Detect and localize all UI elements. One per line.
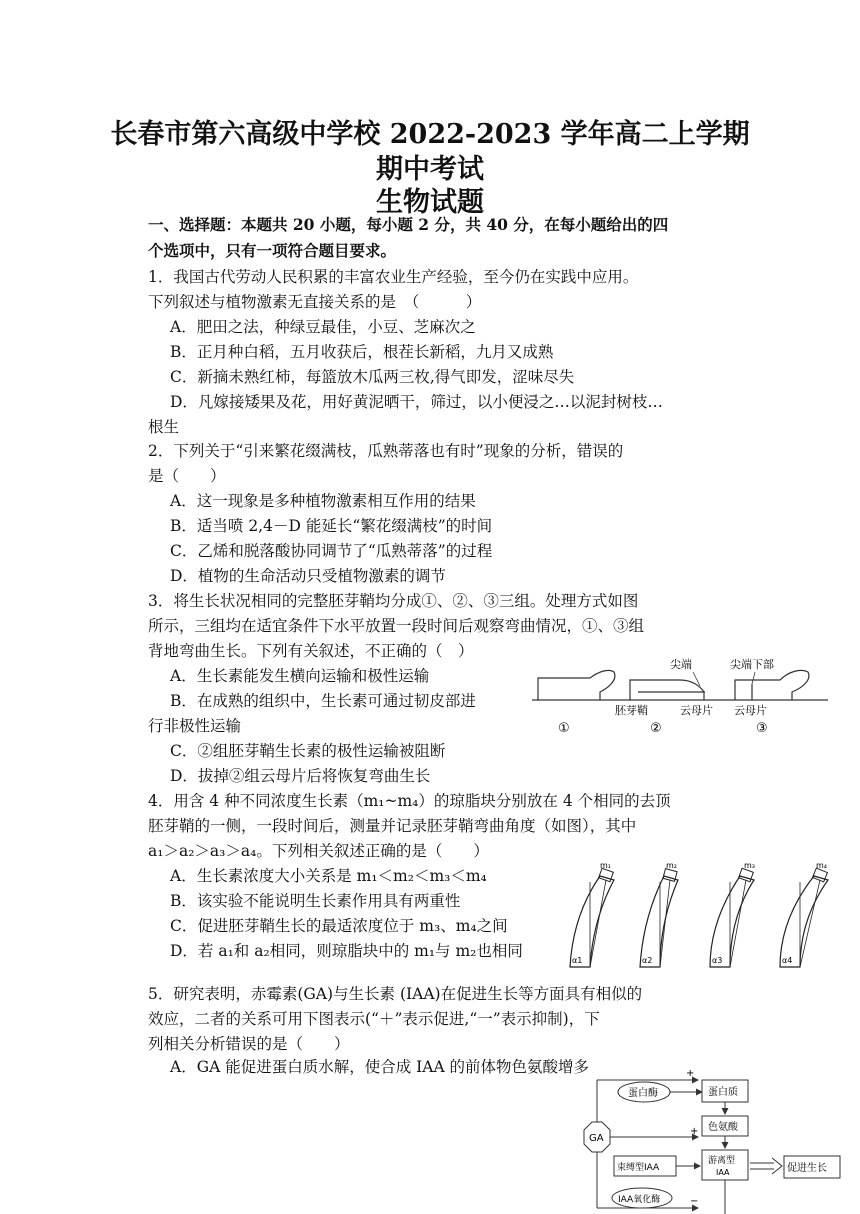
section-header-line-1: 一、选择题：本题共 20 小题，每小题 2 分，共 40 分，在每小题给出的四 (148, 215, 669, 234)
coleoptile-2 (630, 680, 704, 700)
m1-label: m₁ (600, 862, 611, 870)
q5-stem-1: 5．研究表明，赤霉素(GA)与生长素 (IAA)在促进生长等方面具有相似的 (148, 985, 643, 1003)
q2-option-b: B．适当喷 2,4－D 能延长“繁花缀满枝”的时间 (170, 517, 493, 535)
free-iaa-label-2: IAA (716, 1168, 730, 1177)
label-tip: 尖端 (670, 658, 692, 671)
a4-label: α4 (782, 956, 793, 965)
tryptophan-label: 色氨酸 (708, 1122, 738, 1133)
m3-label: m₃ (744, 862, 755, 870)
q5-stem-3: 列相关分析错误的是（ ） (148, 1035, 350, 1053)
q1-option-c: C．新摘未熟红柿，每篮放木瓜两三枚,得气即发，涩味尽失 (170, 368, 575, 386)
q3-option-b: B．在成熟的组织中，生长素可通过韧皮部进 (170, 692, 476, 710)
agar-block-2 (663, 869, 677, 882)
q3-option-d: D．拔掉②组云母片后将恢复弯曲生长 (170, 767, 431, 785)
m2-label: m₂ (666, 862, 677, 870)
plus-sign-2: + (690, 1126, 699, 1137)
title-line-3: 生物试题 (376, 187, 484, 218)
ga-label: GA (589, 1133, 604, 1144)
title-line-2: 期中考试 (376, 154, 484, 185)
plus-sign-1: + (686, 1070, 695, 1079)
agar-block-3 (739, 868, 754, 882)
q3-option-a: A．生长素能发生横向运输和极性运输 (170, 667, 430, 685)
coleoptile-1 (538, 670, 615, 700)
label-n2: ② (650, 721, 662, 736)
q5-flow-diagram (578, 1070, 848, 1214)
agar-block-1 (599, 868, 614, 882)
q2-option-d: D．植物的生命活动只受植物激素的调节 (170, 567, 446, 585)
free-iaa-label-1: 游离型 (708, 1156, 736, 1166)
q4-option-d: D．若 a₁和 a₂相同，则琼脂块中的 m₁与 m₂也相同 (170, 942, 523, 960)
q3-option-c: C．②组胚芽鞘生长素的极性运输被阻断 (170, 742, 446, 760)
label-n1: ① (558, 721, 570, 736)
minus-sign: − (690, 1196, 699, 1207)
q3-option-b-cont: 行非极性运输 (148, 717, 242, 735)
q4-stem-1: 4．用含 4 种不同浓度生长素（m₁~m₄）的琼脂块分别放在 4 个相同的去顶 (148, 792, 671, 810)
q3-coleoptile-figure (530, 650, 830, 740)
q1-stem-2: 下列叙述与植物激素无直接关系的是 （ ） (148, 293, 482, 311)
q2-option-c: C．乙烯和脱落酸协同调节了“瓜熟蒂落”的过程 (170, 542, 493, 560)
coleoptile-m4 (780, 862, 828, 967)
q5-stem-2: 效应，二者的关系可用下图表示(“＋”表示促进,“一”表示抑制)，下 (148, 1010, 600, 1028)
q3-stem-3: 背地弯曲生长。下列有关叙述，不正确的（ ） (148, 642, 474, 660)
label-mica-2: 云母片 (734, 704, 767, 717)
label-mica: 云母片 (680, 704, 713, 717)
q1-stem-1: 1．我国古代劳动人民积累的丰富农业生产经验，至今仍在实践中应用。 (148, 268, 639, 286)
section-header-line-2: 个选项中，只有一项符合题目要求。 (148, 241, 397, 260)
q4-stem-3: a₁＞a₂＞a₃＞a₄。下列相关叙述正确的是（ ） (148, 842, 489, 860)
q4-option-a: A．生长素浓度大小关系是 m₁＜m₂＜m₃＜m₄ (170, 867, 487, 885)
a3-label: α3 (712, 956, 723, 965)
q4-option-c: C．促进胚芽鞘生长的最适浓度位于 m₃、m₄之间 (170, 917, 508, 935)
a1-label: α1 (572, 956, 583, 965)
coleoptile-3 (735, 670, 809, 700)
q4-stem-2: 胚芽鞘的一侧，一段时间后，测量并记录胚芽鞘弯曲角度（如图），其中 (148, 817, 637, 835)
iaa-oxidase-label: IAA氧化酶 (618, 1195, 661, 1205)
label-coleoptile: 胚芽鞘 (615, 704, 648, 717)
bound-iaa-label: 束缚型IAA (617, 1163, 660, 1173)
q1-option-b: B．正月种白稻，五月收获后，根茬长新稻，九月又成熟 (170, 343, 554, 361)
label-n3: ③ (756, 721, 768, 736)
title-line-1: 长春市第六高级中学校 2022-2023 学年高二上学期 (110, 119, 750, 150)
label-below-tip: 尖端下部 (730, 658, 774, 671)
q4-option-b: B．该实验不能说明生长素作用具有两重性 (170, 892, 461, 910)
q1-option-d-cont: 根生 (148, 418, 180, 436)
coleoptile-m3 (710, 862, 755, 967)
a2-label: α2 (642, 956, 653, 965)
protein-label: 蛋白质 (708, 1087, 738, 1098)
protease-label: 蛋白酶 (628, 1088, 658, 1099)
growth-label: 促进生长 (787, 1163, 827, 1174)
growth-arrow (772, 1158, 782, 1174)
coleoptile-m1 (570, 862, 614, 967)
q2-stem-1: 2．下列关于“引来繁花缀满枝，瓜熟蒂落也有时”现象的分析，错误的 (148, 442, 624, 460)
m4-label: m₄ (816, 862, 827, 870)
q1-option-d: D．凡嫁接矮果及花，用好黄泥晒干，筛过，以小便浸之…以泥封树枝… (170, 393, 663, 411)
q3-stem-2: 所示，三组均在适宜条件下水平放置一段时间后观察弯曲情况，①、③组 (148, 617, 645, 635)
q3-stem-1: 3．将生长状况相同的完整胚芽鞘均分成①、②、③三组。处理方式如图 (148, 592, 639, 610)
q4-bending-figure (560, 862, 840, 972)
q5-option-a: A．GA 能促进蛋白质水解，使合成 IAA 的前体物色氨酸增多 (170, 1058, 590, 1076)
coleoptile-m2 (640, 862, 678, 967)
q2-stem-2: 是（ ） (148, 467, 226, 485)
q2-option-a: A．这一现象是多种植物激素相互作用的结果 (170, 492, 476, 510)
q1-option-a: A．肥田之法，种绿豆最佳，小豆、芝麻次之 (170, 318, 476, 336)
